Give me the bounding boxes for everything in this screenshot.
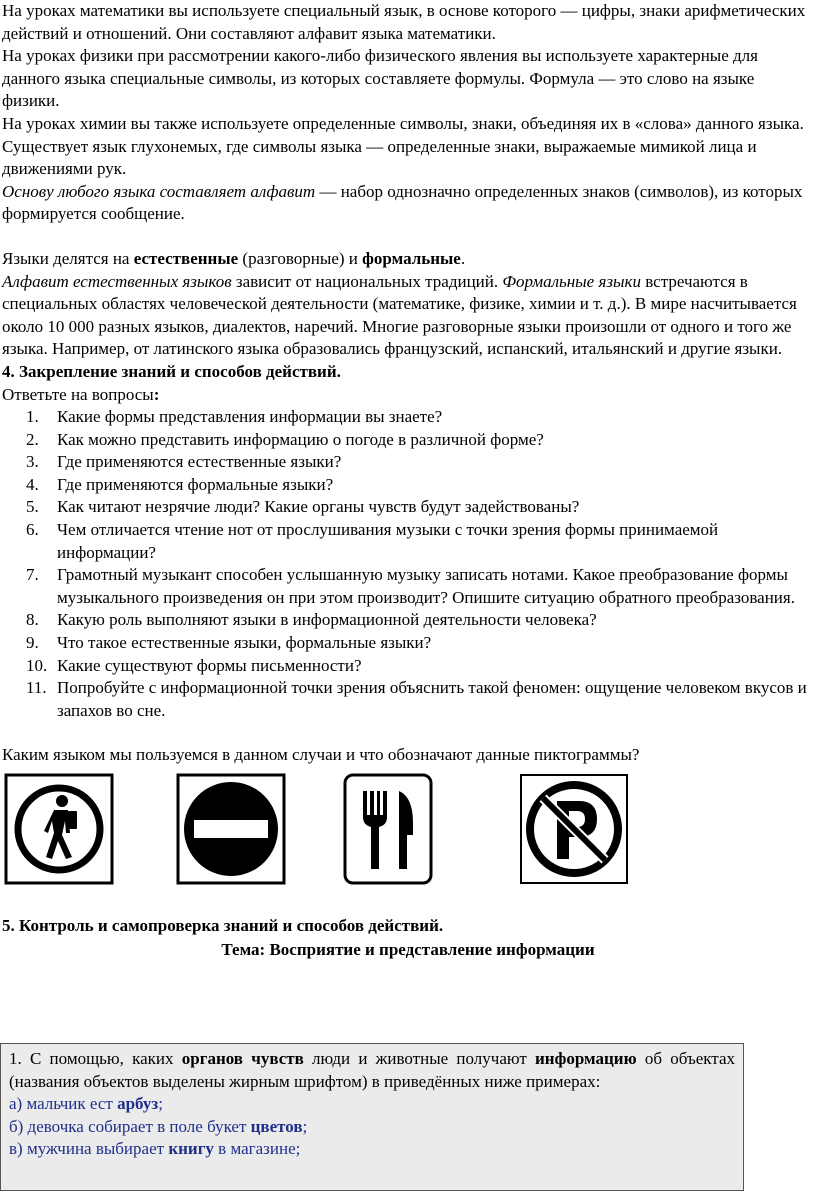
list-item xyxy=(2,677,814,722)
example-object: книгу xyxy=(168,1139,214,1159)
section5-theme: Тема: Восприятие и представление информации xyxy=(221,939,595,959)
intro-paragraph-chemistry: На уроках химии вы также используете определенные символы, знаки, объединяя их в «слова» данного языка. xyxy=(2,113,804,133)
intro-paragraph-alphabet xyxy=(2,181,814,226)
task-example-c xyxy=(9,1138,735,1161)
example-text: ; xyxy=(158,1094,163,1114)
natural-term: естественные xyxy=(133,248,239,268)
question-text: Чем отличается чтение нот от прослушивания музыки с точки зрения формы принимаемой информации? xyxy=(57,520,719,562)
no-parking-sign-icon xyxy=(519,773,629,885)
list-item xyxy=(2,406,814,429)
natural-alphabet-italic: Алфавит естественных языков xyxy=(2,271,232,291)
question-number: 4. xyxy=(26,474,39,494)
questions-prompt xyxy=(2,384,814,407)
question-text: Какую роль выполняют языки в информационной деятельности человека? xyxy=(57,610,597,630)
languages-text: Языки делятся на xyxy=(2,248,134,268)
pictograms-row xyxy=(2,773,814,891)
languages-text: зависит от национальных традиций. xyxy=(231,271,503,291)
question-text: Где применяются формальные языки? xyxy=(57,474,334,494)
task-example-b xyxy=(9,1116,735,1139)
languages-paragraph xyxy=(2,271,814,361)
formal-languages-italic: Формальные языки xyxy=(502,271,641,291)
pictogram-question: Каким языком мы пользуемся в данном случаи и что обозначают данные пиктограммы? xyxy=(2,745,640,765)
pedestrian-sign-icon xyxy=(4,773,114,885)
languages-text: (разговорные) и xyxy=(238,248,363,268)
questions-list xyxy=(2,406,814,722)
question-text: Как читают незрячие люди? Какие органы чувств будут задействованы? xyxy=(57,497,580,517)
task-text: люди и животные получают xyxy=(303,1049,535,1068)
question-number: 5. xyxy=(26,497,39,517)
example-text: б) девочка собирает в поле букет xyxy=(9,1116,251,1136)
question-number: 3. xyxy=(26,452,39,472)
question-text: Грамотный музыкант способен услышанную музыку записать нотами. Какое преобразование формы музыкального произведения он при этом производит? Опишите ситуацию обратного преобразования. xyxy=(57,565,795,607)
alphabet-definition-italic: Основу любого языка составляет алфавит xyxy=(2,181,316,201)
question-text: Как можно представить информацию о погоде в различной форме? xyxy=(57,429,544,449)
list-item xyxy=(2,609,814,632)
languages-text: . xyxy=(460,248,466,268)
question-number: 2. xyxy=(26,429,39,449)
formal-term: формальные xyxy=(362,248,461,268)
question-text: Какие существуют формы письменности? xyxy=(57,655,362,675)
information-term: информацию xyxy=(535,1049,637,1068)
questions-prompt-colon: : xyxy=(153,384,160,404)
question-text: Какие формы представления информации вы знаете? xyxy=(57,407,443,427)
senses-term: органов чувств xyxy=(181,1049,304,1068)
question-text: Где применяются естественные языки? xyxy=(57,452,342,472)
example-text: в) мужчина выбирает xyxy=(9,1139,169,1159)
no-entry-sign-icon xyxy=(176,773,286,885)
question-number: 8. xyxy=(26,610,39,630)
alphabet-definition-text: — набор однозначно определенных знаков (символов), из которых формируется сообщение. xyxy=(2,181,803,224)
task-text: об объектах (названия объектов выделены жирным шрифтом) в приведённых ниже примерах: xyxy=(9,1049,735,1091)
languages-text: встречаются в специальных областях человеческой деятельности (математике, физике, химии и т. д.). В мире насчитывается около 10 000 разных языков, диалектов, наречий. Многие разговорные языки произошли от одного и того же языка. Например, от латинского языка образовались французский, испанский, итальянский и другие языки. xyxy=(2,271,797,359)
example-text: в магазине; xyxy=(213,1139,301,1159)
example-text: а) мальчик ест xyxy=(9,1094,118,1114)
list-item xyxy=(2,632,814,655)
list-item xyxy=(2,429,814,452)
example-text: ; xyxy=(302,1116,308,1136)
task-text: 1. С помощью, каких xyxy=(9,1049,182,1068)
intro-paragraph-physics: На уроках физики при рассмотрении какого-либо физического явления вы используете характерные для данного языка специальные символы, из которых составляете формулы. Формула — это слово на языке физики. xyxy=(2,46,758,111)
list-item xyxy=(2,496,814,519)
list-item xyxy=(2,519,814,564)
list-item xyxy=(2,655,814,678)
question-number: 10. xyxy=(26,655,48,675)
section5-heading: 5. Контроль и самопроверка знаний и способов действий. xyxy=(2,916,444,935)
list-item xyxy=(2,474,814,497)
question-number: 7. xyxy=(26,565,39,585)
questions-prompt-text: Ответьте на вопросы xyxy=(2,384,154,404)
question-text: Что такое естественные языки, формальные языки? xyxy=(57,633,432,653)
question-text: Попробуйте с информационной точки зрения объяснить такой феномен: ощущение человеком вкусов и запахов во сне. xyxy=(57,678,807,720)
question-number: 9. xyxy=(26,633,39,653)
section4-heading: 4. Закрепление знаний и способов действий. xyxy=(2,361,341,381)
example-object: арбуз xyxy=(117,1094,159,1114)
restaurant-sign-icon xyxy=(343,773,433,885)
task-box xyxy=(0,1043,744,1191)
list-item xyxy=(2,451,814,474)
intro-paragraph-math: На уроках математики вы используете специальный язык, в основе которого — цифры, знаки арифметических действий и отношений. Они составляют алфавит языка математики. xyxy=(2,1,806,43)
question-number: 6. xyxy=(26,520,39,540)
task-example-a xyxy=(9,1093,735,1116)
intro-paragraph-sign-language: Существует язык глухонемых, где символы языка — определенные знаки, выражаемые мимикой лица и движениями рук. xyxy=(2,136,757,179)
task-question xyxy=(9,1048,735,1093)
list-item xyxy=(2,564,814,609)
example-object: цветов xyxy=(250,1116,303,1136)
question-number: 1. xyxy=(26,407,39,427)
question-number: 11. xyxy=(26,678,47,698)
languages-division xyxy=(2,248,814,271)
